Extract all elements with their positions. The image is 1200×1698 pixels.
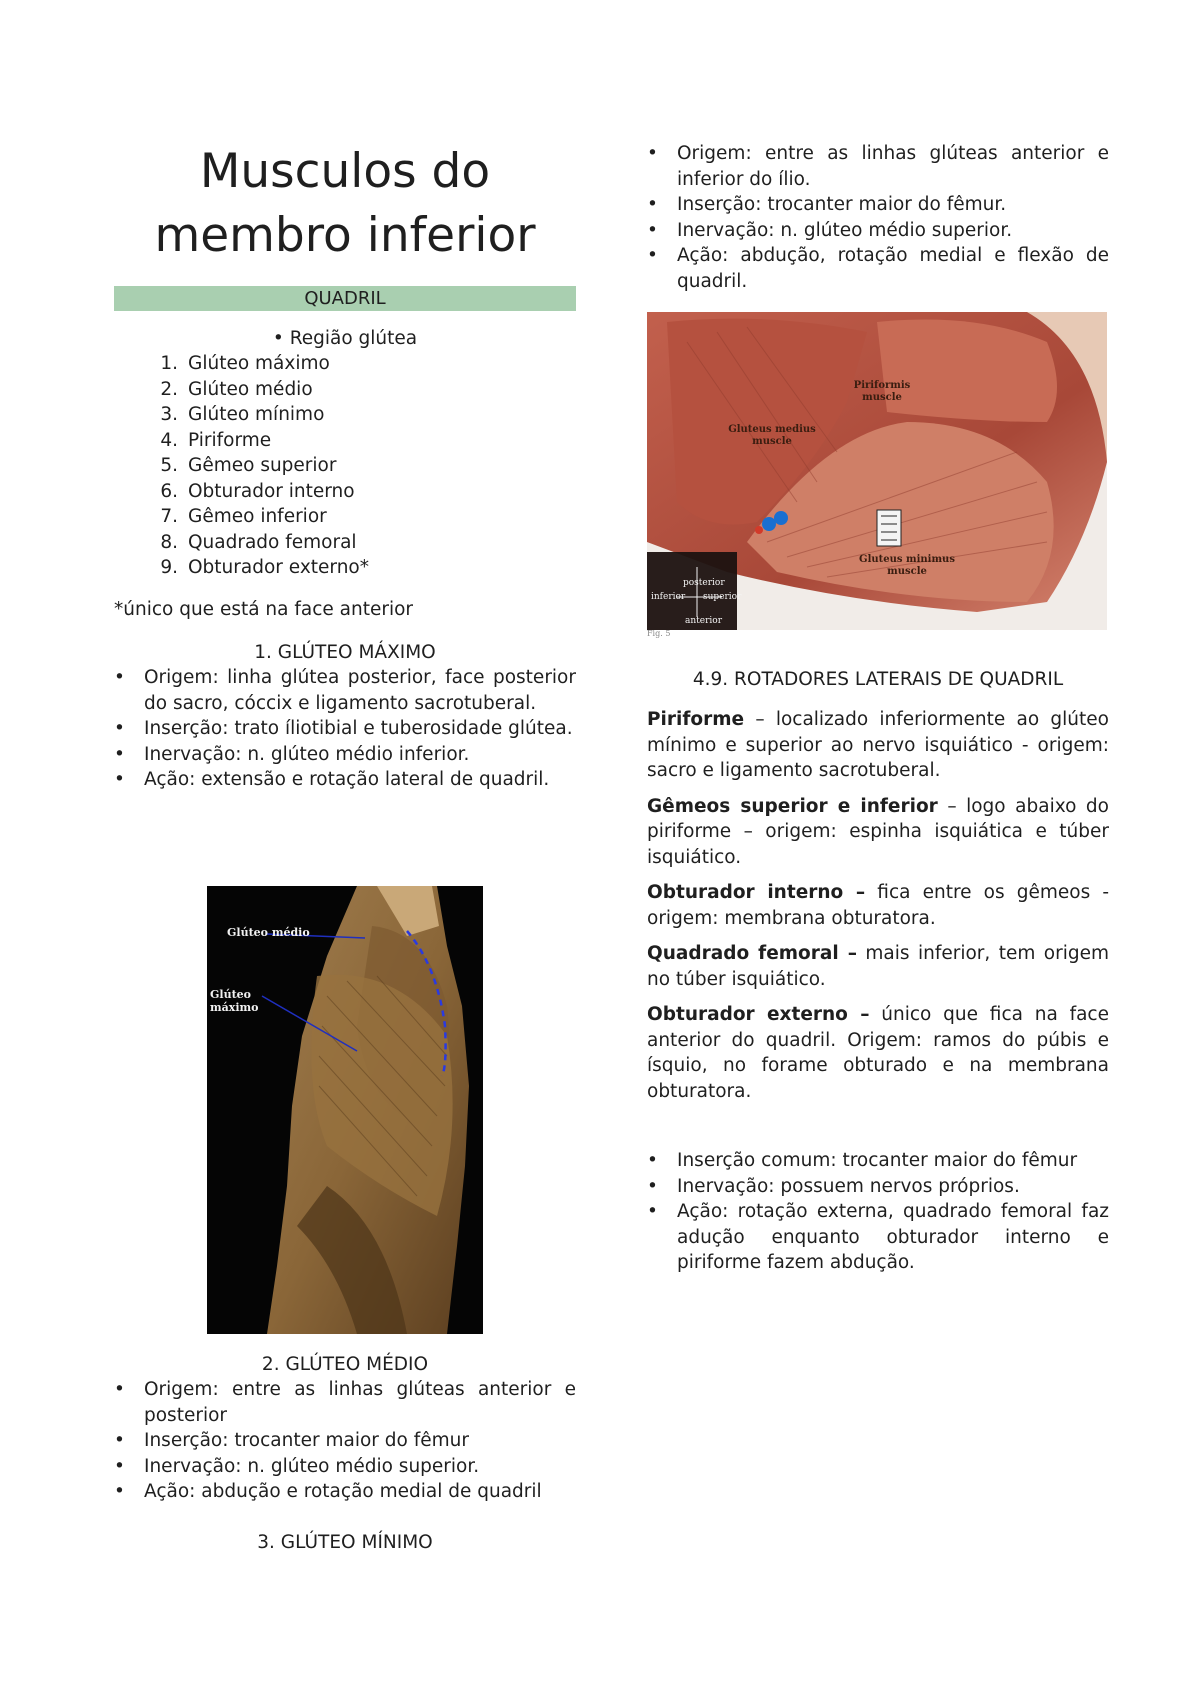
heading-rotadores-laterais: 4.9. ROTADORES LATERAIS DE QUADRIL xyxy=(692,669,1064,690)
orientation-posterior: posterior xyxy=(683,578,725,588)
heading-gluteo-minimo: 3. GLÚTEO MÍNIMO xyxy=(257,1532,433,1553)
list-item: 2. Glúteo médio xyxy=(160,378,313,400)
photo-label-piriformis: Piriformis muscle xyxy=(853,380,911,403)
orientation-anterior: anterior xyxy=(685,616,723,626)
list-item: • Ação: rotação externa, quadrado femoral faz adução enquanto obturador interno e piriforme fazem abdução. xyxy=(647,1199,1109,1276)
list-item: • Inserção: trocanter maior do fêmur xyxy=(114,1428,576,1454)
gluteus-minimus-photo xyxy=(647,312,1107,640)
list-item: • Inserção: trato íliotibial e tuberosidade glútea. xyxy=(114,716,576,742)
page-title: Musculos do membro inferior xyxy=(154,144,536,263)
list-item: • Inervação: possuem nervos próprios. xyxy=(647,1174,1109,1200)
list-item: 8. Quadrado femoral xyxy=(160,531,357,553)
heading-gluteo-maximo: 1. GLÚTEO MÁXIMO xyxy=(254,642,436,663)
gluteo-minimo-list xyxy=(647,141,1109,294)
list-item: • Inserção comum: trocanter maior do fêmur xyxy=(647,1148,1109,1174)
list-item: 7. Gêmeo inferior xyxy=(160,506,327,527)
photo-label-gluteo-medio: Glúteo médio xyxy=(227,926,310,939)
list-item: 4. Piriforme xyxy=(160,429,272,451)
note-anterior: *único que está na face anterior xyxy=(114,599,414,620)
list-item: • Ação: extensão e rotação lateral de quadril. xyxy=(114,767,576,793)
gluteus-minimus-photo-drawing xyxy=(647,312,1107,640)
photo-label-gluteo-maximo: Glúteo máximo xyxy=(210,988,259,1014)
heading-gluteo-medio: 2. GLÚTEO MÉDIO xyxy=(261,1354,429,1375)
orientation-inferior: inferior xyxy=(651,592,686,602)
photo-label-gluteus-medius: Gluteus medius muscle xyxy=(728,424,816,447)
gluteus-photo-drawing xyxy=(207,886,483,1334)
muscle-list xyxy=(114,351,576,581)
rotadores-list xyxy=(647,1148,1109,1276)
paragraph-obturador-interno: Obturador interno – fica entre os gêmeos - origem: membrana obturatora. xyxy=(647,882,1109,929)
paragraph-quadrado-femoral: Quadrado femoral – mais inferior, tem origem no túber isquiático. xyxy=(647,943,1109,990)
list-item: 1. Glúteo máximo xyxy=(160,353,330,374)
region-label-text: Região glútea xyxy=(289,328,418,349)
gluteus-photo xyxy=(207,886,483,1334)
gluteo-maximo-list xyxy=(114,665,576,793)
list-item: • Inervação: n. glúteo médio inferior. xyxy=(114,742,576,768)
section-banner-quadril: QUADRIL xyxy=(114,286,576,311)
figure-caption: Fig. 5 xyxy=(647,629,671,638)
list-item: • Origem: entre as linhas glúteas anterior e posterior xyxy=(114,1377,576,1428)
paragraph-piriforme: Piriforme – localizado inferiormente ao glúteo mínimo e superior ao nervo isquiático - origem: sacro e ligamento sacrotuberal. xyxy=(647,709,1109,781)
list-item: • Origem: linha glútea posterior, face posterior do sacro, cóccix e ligamento sacrotuberal. xyxy=(114,665,576,716)
list-item: • Ação: abdução, rotação medial e flexão de quadril. xyxy=(647,243,1109,294)
region-label xyxy=(114,326,576,352)
list-item: • Ação: abdução e rotação medial de quadril xyxy=(114,1479,576,1505)
bullet-glyph: • xyxy=(272,328,284,349)
photo-label-gluteus-minimus: Gluteus minimus muscle xyxy=(859,554,955,577)
orientation-superior: superior xyxy=(703,592,742,602)
list-item: 6. Obturador interno xyxy=(160,480,355,502)
list-item: 9. Obturador externo* xyxy=(160,557,369,578)
list-item: • Inervação: n. glúteo médio superior. xyxy=(647,218,1109,244)
rotadores-paragraphs xyxy=(647,707,1109,1114)
paragraph-gemeos: Gêmeos superior e inferior – logo abaixo do piriforme – origem: espinha isquiática e túber isquiático. xyxy=(647,795,1109,868)
list-item: • Origem: entre as linhas glúteas anterior e inferior do ílio. xyxy=(647,141,1109,192)
paragraph-obturador-externo: Obturador externo – único que fica na face anterior do quadril. Origem: ramos do púbis e ísquio, no forame obturado e na membrana obturatora. xyxy=(647,1004,1109,1102)
list-item: 3. Glúteo mínimo xyxy=(160,404,325,425)
list-item: • Inserção: trocanter maior do fêmur. xyxy=(647,192,1109,218)
gluteo-medio-list xyxy=(114,1377,576,1505)
list-item: • Inervação: n. glúteo médio superior. xyxy=(114,1454,576,1480)
list-item: 5. Gêmeo superior xyxy=(160,455,337,476)
